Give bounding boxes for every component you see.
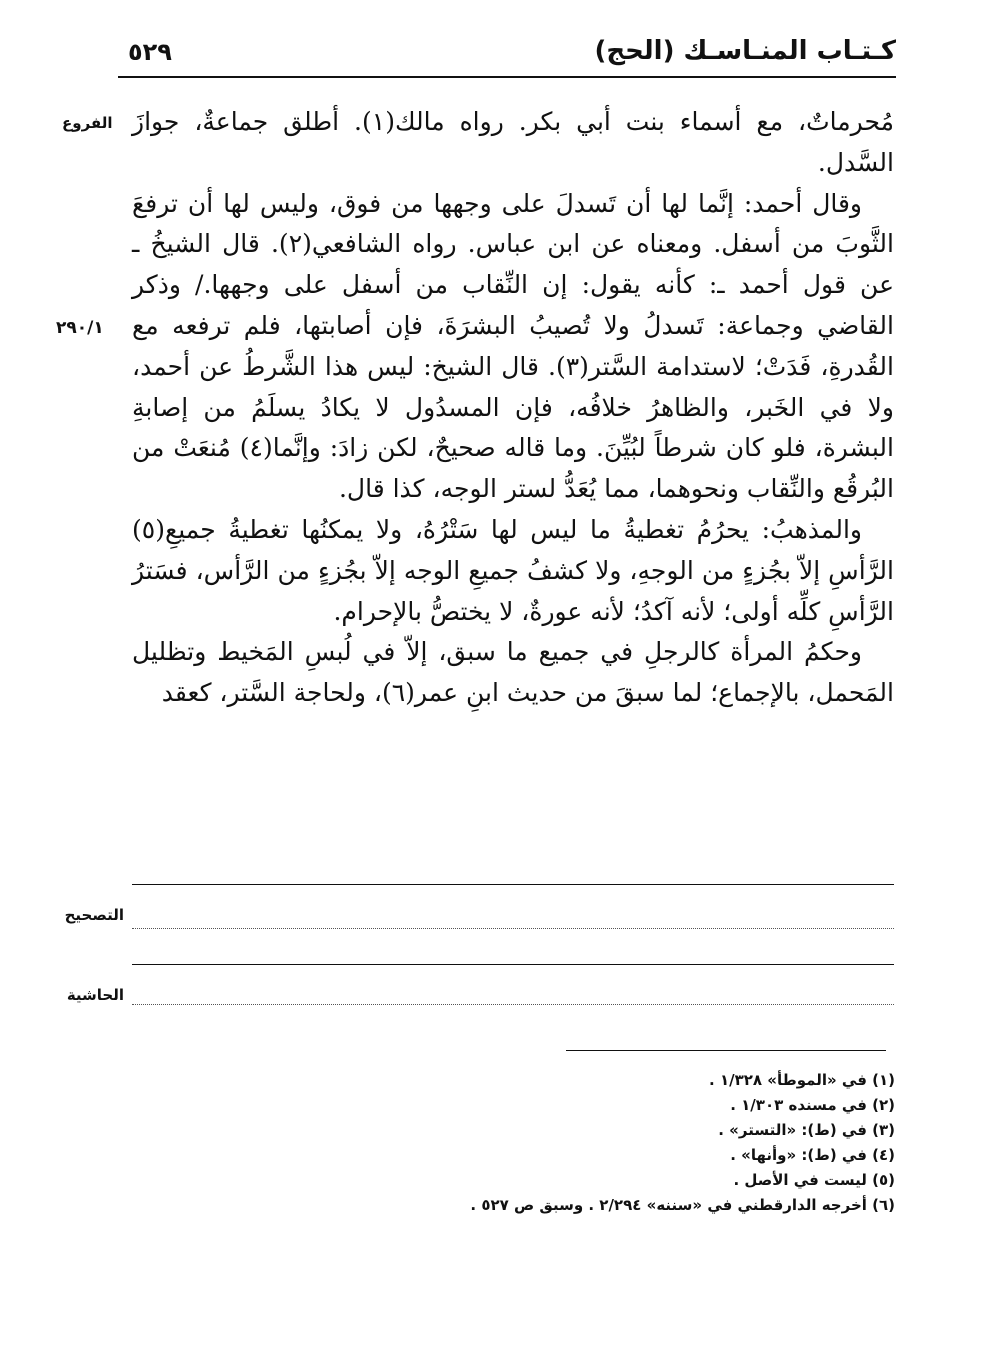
- field-separator-rule: [132, 964, 894, 965]
- paragraph-4: وحكمُ المرأة كالرجلِ في جميع ما سبق، إلاّ في لُبسِ المَخيط وتظليل المَحمل، بالإجماع؛ لما سبقَ من حديث ابنِ عمر(٦)، ولحاجة السَّتر، كعقد: [132, 637, 894, 708]
- footnote-rule: [566, 1050, 886, 1051]
- footnote-2: (٢) في مسنده ١/٣٠٣ .: [730, 1096, 895, 1114]
- paragraph-1: مُحرماتٌ، مع أسماء بنت أبي بكر. رواه مالك(١). أطلق جماعةٌ، جوازَ السَّدل.: [132, 107, 894, 177]
- footnote-1: (١) في «الموطأ» ١/٣٢٨ .: [709, 1071, 895, 1089]
- margin-section-label: الفروع: [62, 114, 113, 132]
- page-header: [118, 36, 896, 76]
- main-text: [132, 102, 894, 714]
- paragraph-2: وقال أحمد: إنَّما لها أن تَسدلَ على وجهها من فوق، وليس لها أن ترفعَ الثَّوبَ من أسفل. ومعناه عن ابن عباس. رواه الشافعي(٢). قال الشيخُ ـ عن قول أحمد ـ: كأنه يقول: إن النِّقاب من أسفل على وجهها./ وذكر القاضي وجماعة: تَسدلُ ولا تُصيبُ البشرَةَ، فإن أصابتها، فلم ترفعه مع القُدرةِ، فَدَتْ؛ لاستدامة السَّتر(٣). قال الشيخ: ليس هذا الشَّرطُ عن أحمد، ولا في الخَبر، والظاهرُ خلافُه، فإن المسدُول لا يكادُ يسلَمُ من إصابةِ البشرة، فلو كان شرطاً لبُيِّنَ. وما قاله صحيحٌ، لكن زادَ: وإنَّما(٤) مُنعَتْ من البُرقُع والنِّقاب ونحوهما، مما يُعَدُّ لستر الوجه، كذا قال.: [132, 188, 894, 504]
- header-rule: [118, 76, 896, 78]
- correction-label: التصحيح: [64, 906, 124, 924]
- footnote-4: (٤) في (ط): «وأنها» .: [730, 1146, 895, 1164]
- running-title: كـتـاب المنـاسـك (الحج): [594, 36, 896, 66]
- margin-volume-reference: ٢٩٠/١: [56, 318, 104, 338]
- footnote-5: (٥) ليست في الأصل .: [733, 1171, 895, 1189]
- footnote-6: (٦) أخرجه الدارقطني في «سننه» ٢/٢٩٤ . وسبق ص ٥٢٧ .: [470, 1196, 895, 1214]
- footnote-3: (٣) في (ط): «التستر» .: [718, 1121, 895, 1139]
- text-end-rule: [132, 884, 894, 885]
- correction-field[interactable]: [132, 928, 894, 929]
- annotation-field[interactable]: [132, 1004, 894, 1005]
- annotation-label: الحاشية: [66, 986, 124, 1004]
- paragraph-3: والمذهبُ: يحرُمُ تغطيةُ ما ليس لها سَتْرُهُ، ولا يمكنُها تغطيةُ جميعِ(٥) الرَّأسِ إلاّ بجُزءٍ من الوجهِ، ولا كشفُ جميعِ الوجه إلاّ بجُزءٍ من الرَّأس، فسَترُ الرَّأسِ كلِّه أولى؛ لأنه آكدُ؛ لأنه عورةٌ، لا يختصُّ بالإحرام.: [132, 514, 894, 626]
- footnotes: [75, 1068, 895, 1218]
- page-number: ٥٢٩: [128, 38, 172, 66]
